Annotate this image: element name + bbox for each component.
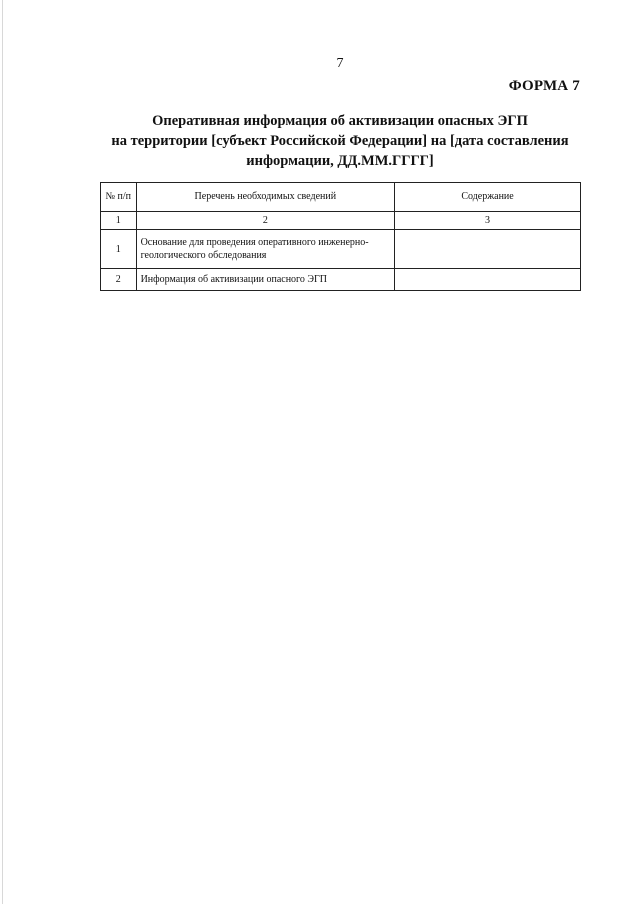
row-1-list: Основание для проведения оперативного инженерно-геологического обследования <box>136 230 394 269</box>
index-cell-2: 2 <box>136 212 394 230</box>
row-2-list: Информация об активизации опасного ЭГП <box>136 269 394 291</box>
page-number: 7 <box>336 56 344 71</box>
document-title <box>90 111 590 171</box>
table-row <box>101 269 581 291</box>
page-edge-line <box>2 0 3 904</box>
row-2-num: 2 <box>101 269 137 291</box>
row-1-num: 1 <box>101 230 137 269</box>
form-label: ФОРМА 7 <box>508 78 580 94</box>
header-list: Перечень необходимых сведений <box>136 183 394 212</box>
title-line-1: Оперативная информация об активизации опасных ЭГП <box>152 113 528 129</box>
title-line-3: информации, ДД.ММ.ГГГГ] <box>246 153 434 169</box>
title-line-2: на территории [субъект Российской Федерации] на [дата составления <box>111 133 569 149</box>
row-2-content <box>395 269 581 291</box>
table-header-row <box>101 183 581 212</box>
index-cell-1: 1 <box>101 212 137 230</box>
info-table <box>100 182 581 291</box>
row-1-content <box>395 230 581 269</box>
table-row <box>101 230 581 269</box>
header-content: Содержание <box>395 183 581 212</box>
index-cell-3: 3 <box>395 212 581 230</box>
header-num: № п/п <box>101 183 137 212</box>
table-index-row <box>101 212 581 230</box>
